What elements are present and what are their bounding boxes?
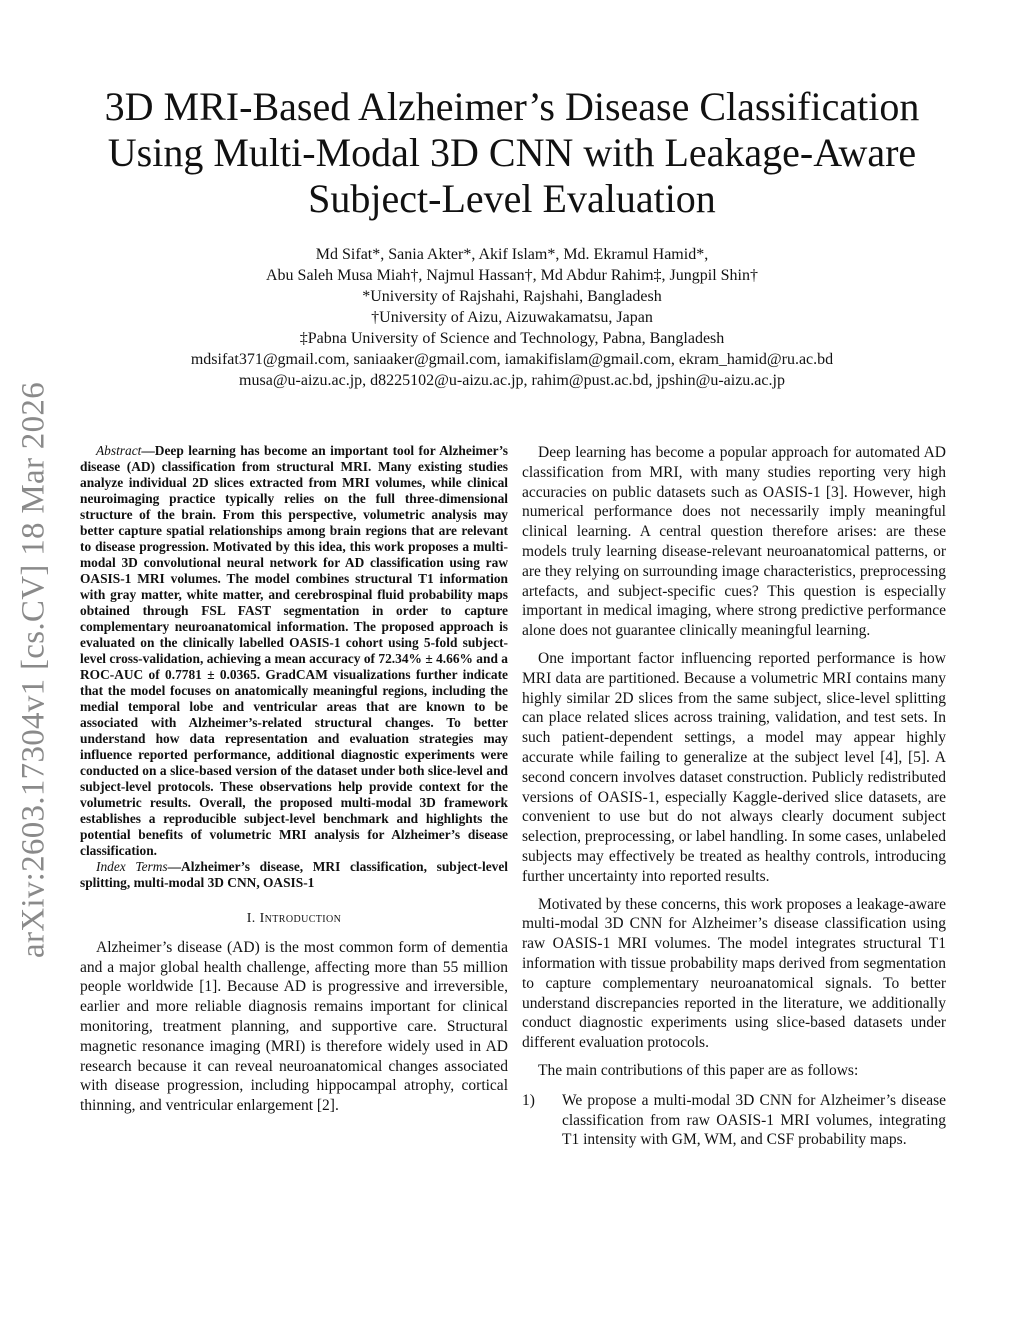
- intro-paragraph-2: Deep learning has become a popular approach for automated AD classification from MRI, with many studies reporting very high accuracies on public datasets such as OASIS-1 [3]. However, high numerical performance does not necessarily imply meaningful clinical learning. A central question therefore arises: are these models truly learning disease-relevant neuroanatomical patterns, or are they relying on surrounding image characteristics, preprocessing artefacts, and subject-specific cues? This question is especially important in medical imaging, where strong predictive performance alone does not guarantee clinically meaningful learning.: [522, 444, 946, 640]
- author-emails-line-1: mdsifat371@gmail.com, saniaaker@gmail.com, iamakifislam@gmail.com, ekram_hamid@ru.ac.bd: [190, 351, 834, 368]
- intro-paragraph-3: One important factor influencing reported performance is how MRI data are partitioned. Because a volumetric MRI contains many highly similar 2D slices from the same subject, slice-level splitting can place related slices across training, validation, and test sets. In such patient-dependent settings, a model may appear highly accurate while failing to generalize at the subject level [4], [5]. A second concern involves dataset construction. Publicly redistributed versions of OASIS-1, especially Kaggle-derived slice datasets, are convenient to use but do not always clearly document subject selection, preprocessing, or label handling. In some cases, unlabeled subjects may effectively be treated as healthy controls, introducing further uncertainty into reported results.: [522, 649, 946, 885]
- author-block: [80, 244, 944, 391]
- arxiv-identifier: arXiv:2603.17304v1 [cs.CV] 18 Mar 2026: [15, 382, 52, 958]
- list-item-number: 1): [522, 1091, 535, 1109]
- paper-title: [80, 84, 944, 222]
- index-terms: [80, 859, 508, 891]
- author-emails-line-2: musa@u-aizu.ac.jp, d8225102@u-aizu.ac.jp, rahim@pust.ac.bd, jpshin@u-aizu.ac.jp: [239, 372, 785, 389]
- index-terms-text: —Alzheimer’s disease, MRI classification, subject-level splitting, multi-modal 3D CNN, OASIS-1: [80, 859, 508, 890]
- contributions-list: [522, 1091, 946, 1150]
- list-item: [522, 1091, 946, 1150]
- author-list-line-1: Md Sifat*, Sania Akter*, Akif Islam*, Md. Ekramul Hamid*,: [315, 246, 709, 263]
- index-terms-lead: Index Terms: [96, 859, 168, 874]
- abstract-text: —Deep learning has become an important tool for Alzheimer’s disease (AD) classification from structural MRI. Many existing studies analyze individual 2D slices extracted from MRI volumes, while clinical neuroimaging practice typically relies on the full three-dimensional structure of the brain. From this perspective, volumetric analysis may better capture spatial relationships among brain regions that are relevant to disease progression. Motivated by this idea, this work proposes a multi-modal 3D convolutional neural network for AD classification using raw OASIS-1 MRI volumes. The model combines structural T1 information with gray matter, white matter, and cerebrospinal fluid probability maps obtained through FSL FAST segmentation in order to capture complementary neuroanatomical information. The proposed approach is evaluated on the clinically labelled OASIS-1 cohort using 5-fold subject-level cross-validation, achieving a mean accuracy of 72.34% ± 4.66% and a ROC-AUC of 0.7781 ± 0.0365. GradCAM visualizations further indicate that the model focuses on anatomically meaningful regions, including the medial temporal lobe and ventricular areas that are known to be associated with Alzheimer’s-related structural changes. To better understand how data representation and evaluation strategies may influence reported performance, additional diagnostic experiments were conducted on a slice-based version of the dataset under both slice-level and subject-level protocols. These observations help provide context for the volumetric results. Overall, the proposed multi-modal 3D framework establishes a reproducible subject-level benchmark and highlights the potential benefits of volumetric MRI analysis for Alzheimer’s disease classification.: [80, 443, 508, 858]
- title-line-2: Using Multi-Modal 3D CNN with Leakage-Aware: [107, 130, 917, 175]
- left-column: [80, 443, 508, 1116]
- author-list-line-2: Abu Saleh Musa Miah†, Najmul Hassan†, Md Abdur Rahim‡, Jungpil Shin†: [266, 267, 758, 284]
- affiliation-rajshahi: *University of Rajshahi, Rajshahi, Bangladesh: [362, 288, 662, 305]
- list-item-text: We propose a multi-modal 3D CNN for Alzheimer’s disease classification from raw OASIS-1 MRI volumes, integrating T1 intensity with GM, WM, and CSF probability maps.: [562, 1091, 946, 1149]
- title-line-1: 3D MRI-Based Alzheimer’s Disease Classification: [104, 84, 920, 129]
- affiliation-pabna: ‡Pabna University of Science and Technology, Pabna, Bangladesh: [299, 330, 725, 347]
- abstract-lead: Abstract: [96, 443, 142, 458]
- right-column: [522, 443, 946, 1150]
- abstract: [80, 443, 508, 859]
- intro-paragraph-5: The main contributions of this paper are as follows:: [538, 1061, 859, 1079]
- intro-paragraph-4: Motivated by these concerns, this work proposes a leakage-aware multi-modal 3D CNN for Alzheimer’s disease classification using raw OASIS-1 MRI volumes. The model integrates structural T1 information with tissue probability maps derived from segmentation to capture complementary neuroanatomical signals. To better understand discrepancies reported in the literature, we additionally conduct diagnostic experiments using slice-based datasets under different evaluation protocols.: [522, 895, 946, 1052]
- title-line-3: Subject-Level Evaluation: [308, 176, 716, 221]
- section-heading-introduction: I. Introduction: [246, 911, 342, 926]
- arxiv-identifier-stamp: [4, 370, 64, 970]
- affiliation-aizu: †University of Aizu, Aizuwakamatsu, Japan: [371, 309, 653, 326]
- intro-paragraph-1: Alzheimer’s disease (AD) is the most common form of dementia and a major global health challenge, affecting more than 55 million people worldwide [1]. Because AD is progressive and irreversible, earlier and more reliable diagnosis remains important for clinical monitoring, treatment planning, and supportive care. Structural magnetic resonance imaging (MRI) is therefore widely used in AD research because it can reveal neuroanatomical changes associated with disease progression, including hippocampal atrophy, cortical thinning, and ventricular enlargement [2].: [80, 938, 508, 1115]
